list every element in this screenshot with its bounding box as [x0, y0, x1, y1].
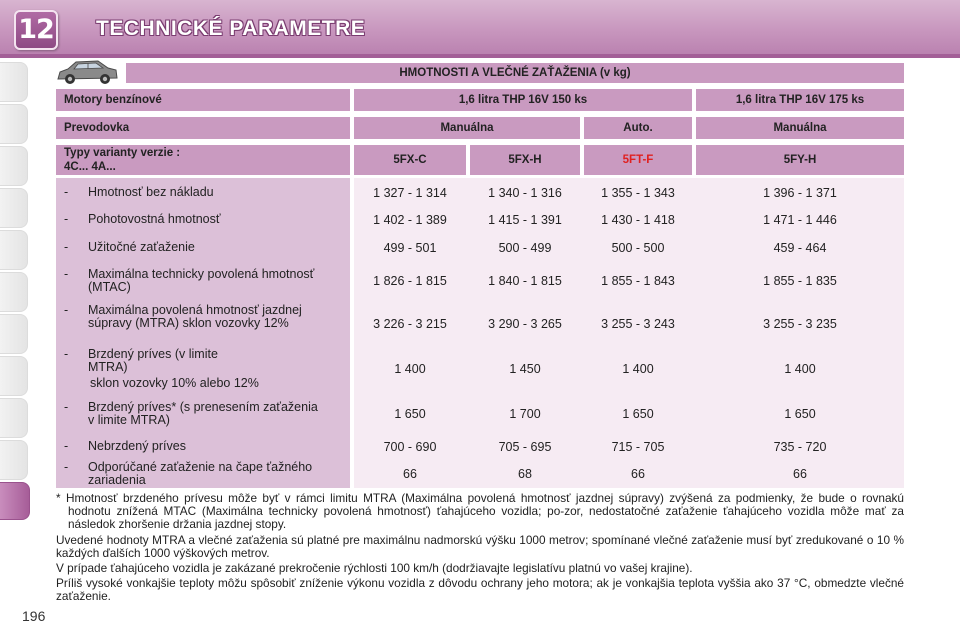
gearbox-auto: Auto.: [584, 117, 692, 139]
table-row: - Hmotnosť bez nákladu 1 327 - 1 314 1 340 - 1 316 1 355 - 1 343 1 396 - 1 371: [56, 186, 904, 199]
table-section-title: HMOTNOSTI A VLEČNÉ ZAŤAŽENIA (v kg): [126, 63, 904, 83]
variant-5fx-h: 5FX-H: [470, 145, 580, 175]
row-value: 66: [631, 467, 645, 481]
row-value: 3 255 - 3 243: [601, 316, 675, 331]
table-row: - Užitočné zaťaženie 499 - 501 500 - 499 500 - 500 459 - 464: [56, 241, 904, 254]
chapter-tab[interactable]: [0, 62, 28, 102]
row-value: 1 840 - 1 815: [488, 274, 562, 288]
engines-row: [56, 89, 904, 111]
gearbox-label: Prevodovka: [56, 117, 350, 139]
row-value: 3 255 - 3 235: [763, 316, 837, 331]
row-value: 1 400: [622, 362, 654, 376]
variant-5fy-h: 5FY-H: [696, 145, 904, 175]
variants-row: [56, 145, 904, 175]
chapter-tab[interactable]: [0, 230, 28, 270]
row-value: 1 650: [394, 407, 426, 421]
variants-label: [56, 145, 350, 175]
row-value: 500 - 499: [498, 240, 552, 255]
note-paragraph: Príliš vysoké vonkajšie teploty môžu spôsobiť zníženie výkonu vozidla z dôvodu ochrany jeho motora; ak je vonkajšia teplota vyššia ako 37 °C, obmedzte vlečné zaťaženie.: [56, 576, 904, 604]
row-label: Maximálna povolená hmotnosť jazdnej súpravy (MTRA) sklon vozovky 12%: [88, 303, 302, 330]
row-value: 1 450: [509, 362, 541, 376]
row-value: 705 - 695: [498, 439, 552, 454]
variant-5ft-f: 5FT-F: [584, 145, 692, 175]
row-value: 68: [518, 467, 532, 481]
row-value: 1 471 - 1 446: [763, 212, 837, 227]
chapter-tabs: [0, 62, 30, 522]
row-value: 66: [403, 467, 417, 481]
row-label: Pohotovostná hmotnosť: [88, 212, 221, 226]
table-row: - Brzdený príves (v limite MTRA) 1 400 1 450 1 400 1 400: [56, 348, 904, 390]
row-value: 1 650: [784, 407, 816, 421]
row-label: Odporúčané zaťaženie na čape ťažného zariadenia: [88, 460, 313, 487]
gearbox-manual-1: Manuálna: [354, 117, 580, 139]
row-value: 700 - 690: [383, 439, 437, 454]
row-value: 3 226 - 3 215: [373, 316, 447, 331]
gearbox-manual-2: Manuálna: [696, 117, 904, 139]
row-value: 499 - 501: [383, 240, 437, 255]
chapter-tab[interactable]: [0, 398, 28, 438]
row-value: 1 400: [394, 362, 426, 376]
row-value: 735 - 720: [773, 439, 827, 454]
table-row: - Pohotovostná hmotnosť 1 402 - 1 389 1 415 - 1 391 1 430 - 1 418 1 471 - 1 446: [56, 213, 904, 226]
row-value: 1 415 - 1 391: [488, 212, 562, 227]
chapter-tab[interactable]: [0, 146, 28, 186]
table-row: - Brzdený príves* (s prenesením zaťaženia v limite MTRA) 1 650 1 700 1 650 1 650: [56, 401, 904, 427]
row-value: 1 430 - 1 418: [601, 212, 675, 227]
row-value: 66: [793, 467, 807, 481]
row-value: 1 355 - 1 343: [601, 185, 675, 200]
row-value: 1 855 - 1 835: [763, 274, 837, 288]
row-sublabel-line: [56, 377, 904, 390]
car-icon: [54, 57, 120, 87]
chapter-tab[interactable]: [0, 314, 28, 354]
chapter-tab-active[interactable]: [0, 482, 30, 520]
page-number: 196: [22, 608, 46, 624]
note-paragraph: V prípade ťahajúceho vozidla je zakázané prekročenie rýchlosti 100 km/h (dodržiavajte legislatívu platnú vo vašej krajine).: [56, 561, 693, 576]
row-label: Užitočné zaťaženie: [88, 240, 195, 254]
row-value: 1 700: [509, 407, 541, 421]
variants-label-line1: Typy varianty verzie :: [64, 147, 181, 159]
row-value: 1 396 - 1 371: [763, 185, 837, 200]
table-row: - Maximálna povolená hmotnosť jazdnej súpravy (MTRA) sklon vozovky 12% 3 226 - 3 215 3 290 - 3 265 3 255 - 3 243 3 255 - 3 235: [56, 304, 904, 343]
row-value: 1 855 - 1 843: [601, 274, 675, 288]
chapter-tab[interactable]: [0, 356, 28, 396]
row-value: 1 340 - 1 316: [488, 185, 562, 200]
row-label: Maximálna technicky povolená hmotnosť (MTAC): [88, 267, 315, 294]
row-label: Nebrzdený príves: [88, 439, 186, 453]
table-row: - Odporúčané zaťaženie na čape ťažného zariadenia 66 68 66 66: [56, 461, 904, 487]
chapter-badge: 12: [14, 10, 58, 50]
notes: [56, 492, 904, 606]
footnote: * Hmotnosť brzdeného prívesu môže byť v rámci limitu MTRA (Maximálna povolená hmotnosť jazdnej súpravy) zvýšená za podmienky, že bude o rovnakú hodnotu znížená MTAC (Maximálna technicky povolená hmotnosť) ťahajúceho vozidla; po-zor, nedostatočné zaťaženie ťahajúceho vozidla môže mať za následok zhoršenie držania jazdnej stopy.: [56, 491, 904, 532]
row-value: 1 400: [784, 362, 816, 376]
row-value: 500 - 500: [611, 240, 665, 255]
engine-175: 1,6 litra THP 16V 175 ks: [696, 89, 904, 111]
row-value: 1 650: [622, 407, 654, 421]
chapter-tab[interactable]: [0, 440, 28, 480]
row-label: Brzdený príves* (s prenesením zaťaženia v limite MTRA): [88, 400, 318, 427]
table-row: - Nebrzdený príves 700 - 690 705 - 695 715 - 705 735 - 720: [56, 440, 904, 453]
row-value: 1 402 - 1 389: [373, 212, 447, 227]
row-sublabel: sklon vozovky 10% alebo 12%: [90, 376, 259, 390]
variant-5fx-c: 5FX-C: [354, 145, 466, 175]
note-paragraph: Uvedené hodnoty MTRA a vlečné zaťaženia sú platné pre maximálnu nadmorskú výšku 1000 metrov; spomínané vlečné zaťaženie musí byť zredukované o 10 % každých ďalších 1000 výškových metrov.: [56, 532, 904, 560]
table-row: - Maximálna technicky povolená hmotnosť (MTAC) 1 826 - 1 815 1 840 - 1 815 1 855 - 1 843 1 855 - 1 835: [56, 268, 904, 294]
row-value: 3 290 - 3 265: [488, 316, 562, 331]
row-label: Brzdený príves (v limite MTRA): [88, 347, 218, 374]
engine-150: 1,6 litra THP 16V 150 ks: [354, 89, 692, 111]
chapter-tab[interactable]: [0, 188, 28, 228]
chapter-tab[interactable]: [0, 272, 28, 312]
row-value: 1 826 - 1 815: [373, 274, 447, 288]
gearbox-row: [56, 117, 904, 139]
chapter-tab[interactable]: [0, 104, 28, 144]
row-value: 1 327 - 1 314: [373, 185, 447, 200]
page-title: TECHNICKÉ PARAMETRE: [96, 17, 366, 40]
variants-label-line2: 4C... 4A...: [64, 161, 116, 173]
engines-label: Motory benzínové: [56, 89, 350, 111]
row-value: 715 - 705: [611, 439, 665, 454]
row-value: 459 - 464: [773, 240, 827, 255]
row-label: Hmotnosť bez nákladu: [88, 185, 214, 199]
